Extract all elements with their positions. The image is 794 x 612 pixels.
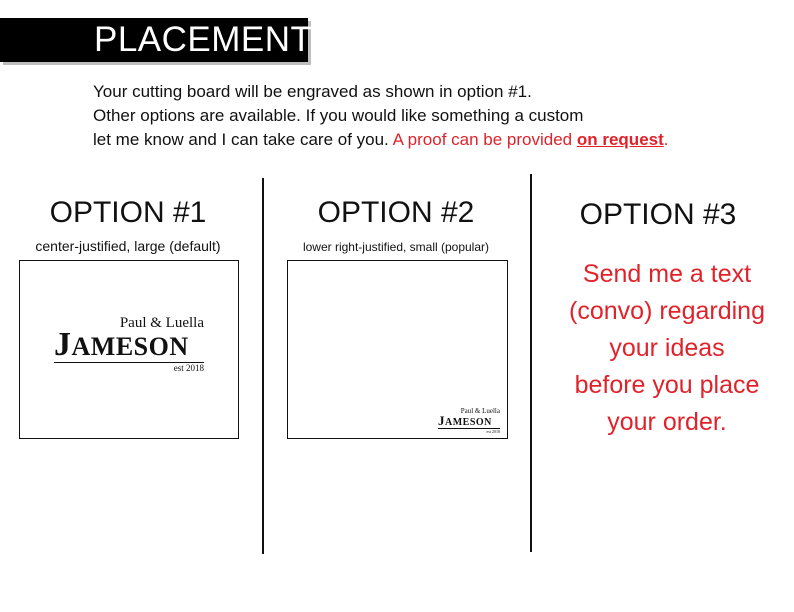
option-2-title: OPTION #2 [317,196,475,229]
on-request-link[interactable]: on request [576,130,664,149]
divider-left [262,178,264,554]
engraving-surname-rest: AMESON [71,332,189,361]
divider-right [530,174,532,552]
proof-note: A proof can be provided [392,130,577,149]
option-1-board [19,260,239,439]
engraving-names: Paul & Luella [119,315,204,331]
intro-text [93,80,733,152]
intro-line-3 [93,128,733,152]
option-1-title: OPTION #1 [49,196,207,229]
engraving-names-small: Paul & Luella [460,407,500,415]
intro-line-3-end: . [663,130,669,149]
option-2-engraving [438,407,500,434]
engraving-est: est 2018 [173,363,204,373]
intro-line-3-prefix: let me know and I can take care of you. [93,130,393,149]
option-3-line-5: your order. [607,408,727,436]
page-title: PLACEMENT [94,20,313,59]
engraving-surname: JAMESON [54,326,189,363]
option-3-message [536,256,794,441]
option-2-board [287,260,508,439]
intro-line-1: Your cutting board will be engraved as shown in option #1. [93,82,532,101]
engraving-est-small: est 2018 [486,429,500,434]
intro-line-2: Other options are available. If you would like something a custom [93,106,584,125]
engraving-surname-small-rest: AMESON [445,417,492,428]
option-3-line-1: Send me a text [582,260,752,288]
option-3-line-4: before you place [574,371,760,399]
option-3-line-2: (convo) regarding [569,297,765,325]
option-2-subtitle: lower right-justified, small (popular) [302,240,490,254]
option-3-title: OPTION #3 [579,198,737,231]
option-1-subtitle: center-justified, large (default) [35,238,221,254]
placement-banner [0,18,313,62]
option-3-line-3: your ideas [609,334,725,362]
option-1-engraving [54,315,204,374]
engraving-surname-small: JAMESON [438,413,492,428]
